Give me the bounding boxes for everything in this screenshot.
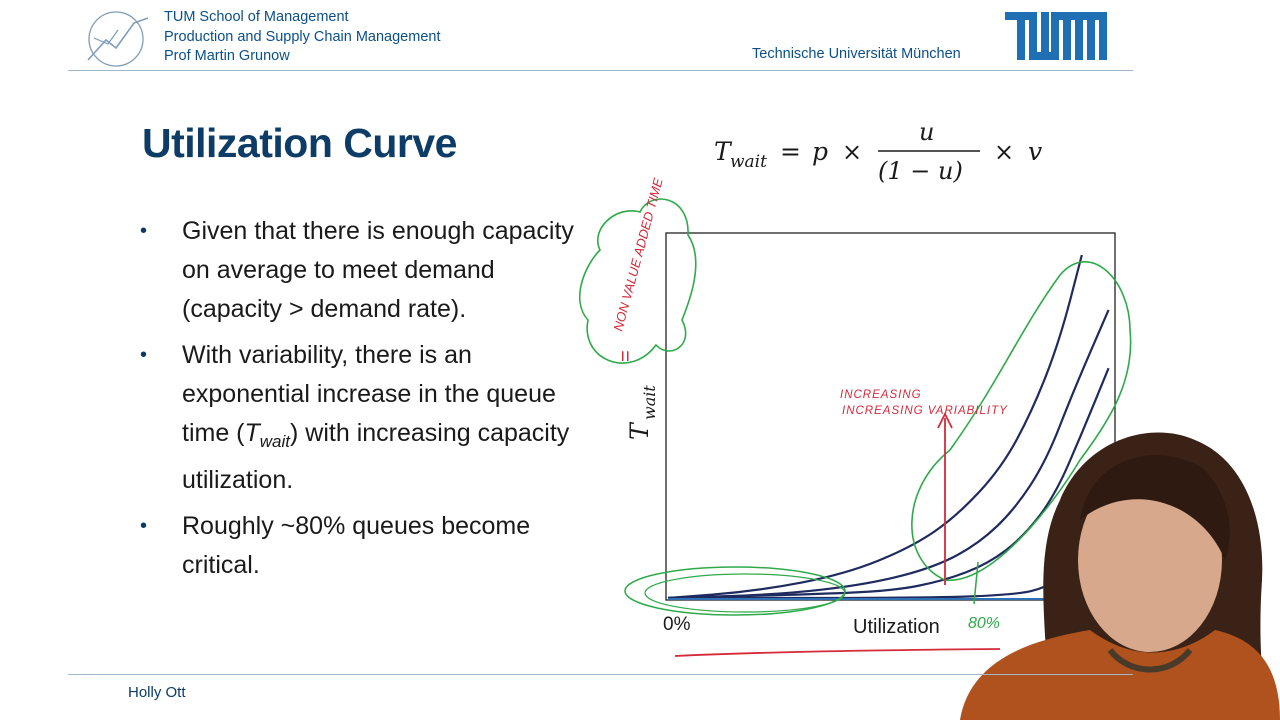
slide-title: Utilization Curve <box>142 120 457 166</box>
annotation-equals: = <box>615 350 637 362</box>
x-axis-label: Utilization <box>853 616 940 638</box>
y-axis-label-sub: wait <box>640 385 659 420</box>
bullet-item: • Given that there is enough capacity on average to meet demand (capacity > demand rate). <box>140 212 580 329</box>
svg-text:×: × <box>842 138 863 166</box>
formula-lhs-sub: wait <box>730 152 767 172</box>
annotation-increasing: INCREASING <box>840 389 922 401</box>
annotation-eighty: 80% <box>968 615 1001 632</box>
annotation-increasing-full: INCREASING VARIABILITY <box>842 405 1008 417</box>
formula-p: p <box>812 137 829 166</box>
bullet-symbol: T <box>244 419 260 447</box>
footer-divider <box>68 674 1133 675</box>
annotation-non-value: NON VALUE ADDED TIME <box>610 176 666 333</box>
formula-denominator: (1 − u) <box>878 157 963 185</box>
svg-text:×: × <box>994 138 1015 166</box>
university-name: Technische Universität München <box>752 46 961 62</box>
formula-lhs: T <box>714 137 731 166</box>
professor-name: Prof Martin Grunow <box>164 48 290 64</box>
bullet-dot-icon: • <box>140 344 148 366</box>
bullet-item: • Roughly ~80% queues become critical. <box>140 507 580 585</box>
y-axis-label: T <box>625 423 654 440</box>
bullet-dot-icon: • <box>140 515 148 537</box>
formula-v: v <box>1028 137 1043 166</box>
bullet-symbol-sub: wait <box>259 432 291 451</box>
x-tick-start: 0% <box>663 614 691 635</box>
chair-name: Production and Supply Chain Management <box>164 28 441 45</box>
bullet-item: • With variability, there is an exponential increase in the queue time $(T_{wait})$ with increasing capacity utilization. <box>140 336 580 500</box>
bullet-dot-icon: • <box>140 220 148 242</box>
formula-numerator: u <box>919 118 935 146</box>
school-name: TUM School of Management <box>164 9 349 25</box>
footer-presenter-name: Holly Ott <box>128 684 186 701</box>
svg-text:=: = <box>780 137 801 166</box>
